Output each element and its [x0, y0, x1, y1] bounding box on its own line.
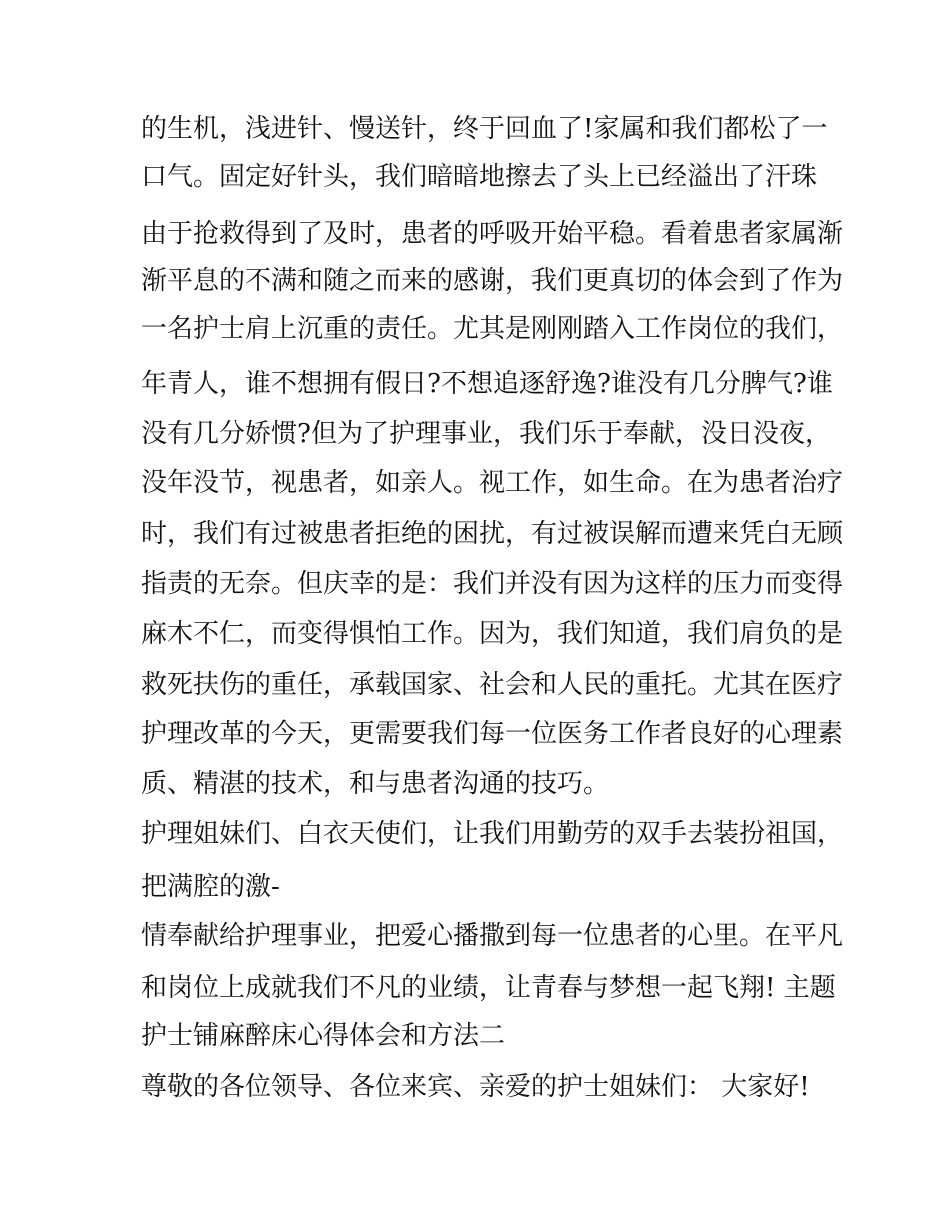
text-line: 没年没节，视患者，如亲人。视工作，如生命。在为患者治疗: [141, 468, 844, 498]
text-line: 一名护士肩上沉重的责任。尤其是刚刚踏入工作岗位的我们，: [141, 314, 844, 344]
section-title: 护士铺麻醉床心得体会和方法二: [141, 1021, 506, 1051]
text-line: 把满腔的激-: [141, 872, 280, 902]
text-line: 由于抢救得到了及时，患者的呼吸开始平稳。看着患者家属渐: [141, 219, 844, 249]
text-line: 时，我们有过被患者拒绝的困扰，有过被误解而遭来凭白无顾: [141, 519, 844, 549]
text-line: 情奉献给护理事业，把爱心播撒到每一位患者的心里。在平凡: [141, 921, 844, 951]
text-line: 护理改革的今天，更需要我们每一位医务工作者良好的心理素: [141, 719, 844, 749]
text-line: 的生机，浅进针、慢送针，终于回血了!家属和我们都松了一: [141, 114, 828, 144]
salutation-line: 尊敬的各位领导、各位来宾、亲爱的护士姐妹们： 大家好!: [141, 1072, 810, 1102]
text-line: 指责的无奈。但庆幸的是：我们并没有因为这样的压力而变得: [141, 569, 844, 599]
text-line: 年青人，谁不想拥有假日?不想追逐舒逸?谁没有几分脾气?谁: [141, 369, 833, 399]
text-line: 麻木不仁，而变得惧怕工作。因为，我们知道，我们肩负的是: [141, 619, 844, 649]
text-line: 渐平息的不满和随之而来的感谢，我们更真切的体会到了作为: [141, 266, 844, 296]
text-line: 救死扶伤的重任，承载国家、社会和人民的重托。尤其在医疗: [141, 670, 844, 700]
text-line: 和岗位上成就我们不凡的业绩，让青春与梦想一起飞翔! 主题: [141, 973, 836, 1003]
text-line: 护理姐妹们、白衣天使们，让我们用勤劳的双手去装扮祖国，: [141, 819, 844, 849]
text-line: 没有几分娇惯?但为了护理事业，我们乐于奉献，没日没夜，: [141, 419, 831, 449]
text-line: 口气。固定好针头，我们暗暗地擦去了头上已经溢出了汗珠: [141, 162, 818, 192]
text-line: 质、精湛的技术，和与患者沟通的技巧。: [141, 769, 610, 799]
